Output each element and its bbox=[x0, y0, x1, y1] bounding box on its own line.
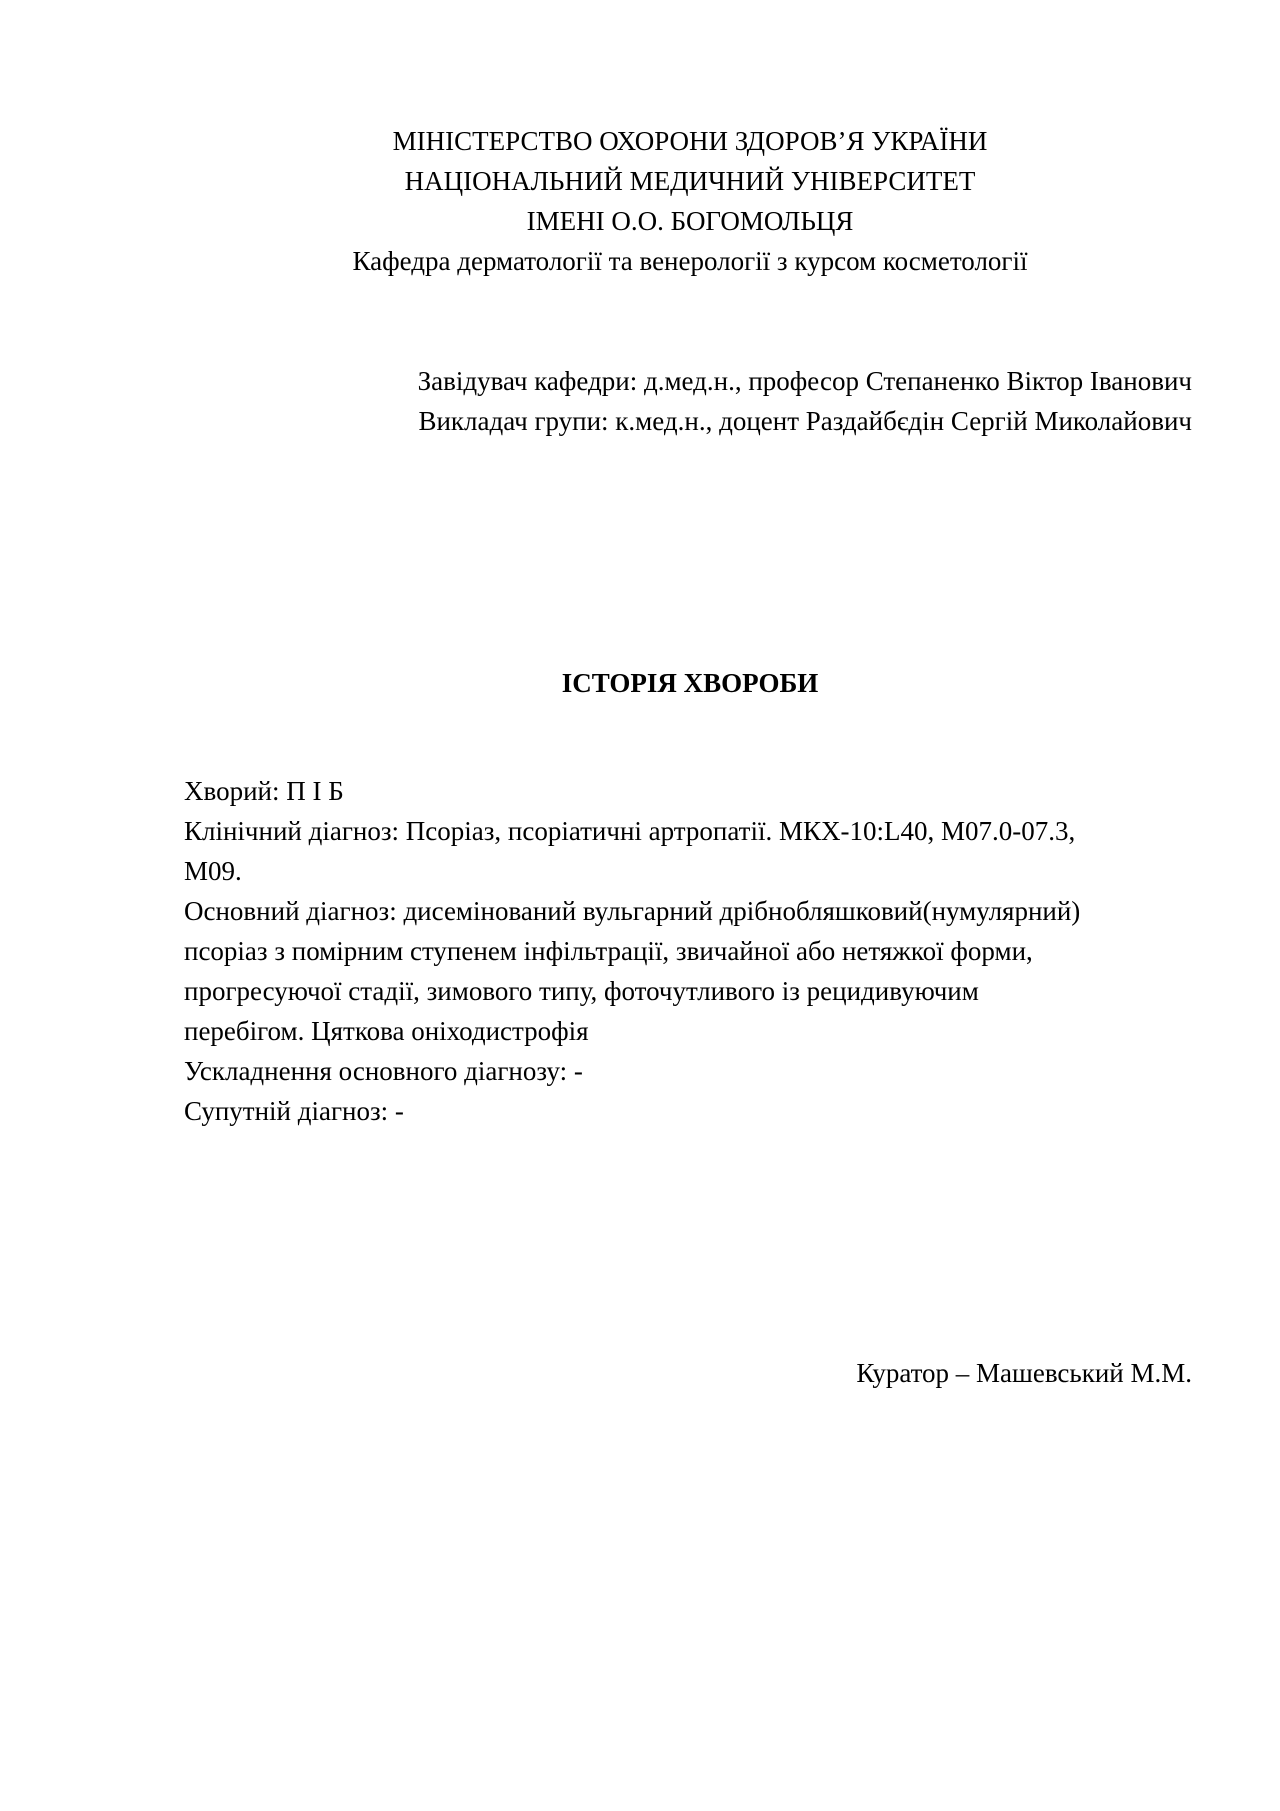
university-name-heading: ІМЕНІ О.О. БОГОМОЛЬЦЯ bbox=[526, 206, 854, 236]
university-heading: НАЦІОНАЛЬНИЙ МЕДИЧНИЙ УНІВЕРСИТЕТ bbox=[404, 166, 976, 196]
document-title: ІСТОРІЯ ХВОРОБИ bbox=[561, 668, 819, 698]
patient-line: Хворий: П І Б bbox=[184, 776, 344, 806]
main-diagnosis-line-4: перебігом. Цяткова оніходистрофія bbox=[184, 1016, 589, 1046]
concomitant-diagnosis-line: Супутній діагноз: - bbox=[184, 1096, 404, 1126]
head-of-department: Завідувач кафедри: д.мед.н., професор Степаненко Віктор Іванович bbox=[417, 366, 1192, 396]
department-heading: Кафедра дерматології та венерології з курсом косметології bbox=[352, 246, 1028, 276]
curator-signature: Куратор – Машевський М.М. bbox=[856, 1358, 1192, 1388]
group-teacher: Викладач групи: к.мед.н., доцент Раздайбєдін Сергій Миколайович bbox=[418, 406, 1192, 436]
ministry-heading: МІНІСТЕРСТВО ОХОРОНИ ЗДОРОВ’Я УКРАЇНИ bbox=[392, 126, 988, 156]
main-diagnosis-line-1: Основний діагноз: дисемінований вульгарний дрібнобляшковий(нумулярний) bbox=[184, 896, 1081, 926]
clinical-diagnosis-line-2: M09. bbox=[184, 856, 242, 886]
complications-line: Ускладнення основного діагнозу: - bbox=[184, 1056, 583, 1086]
main-diagnosis-line-2: псоріаз з помірним ступенем інфільтрації, звичайної або нетяжкої форми, bbox=[184, 936, 1033, 966]
main-diagnosis-line-3: прогресуючої стадії, зимового типу, фоточутливого із рецидивуючим bbox=[184, 976, 979, 1006]
clinical-diagnosis-line-1: Клінічний діагноз: Псоріаз, псоріатичні артропатії. МКХ-10:L40, M07.0-07.3, bbox=[184, 816, 1076, 846]
